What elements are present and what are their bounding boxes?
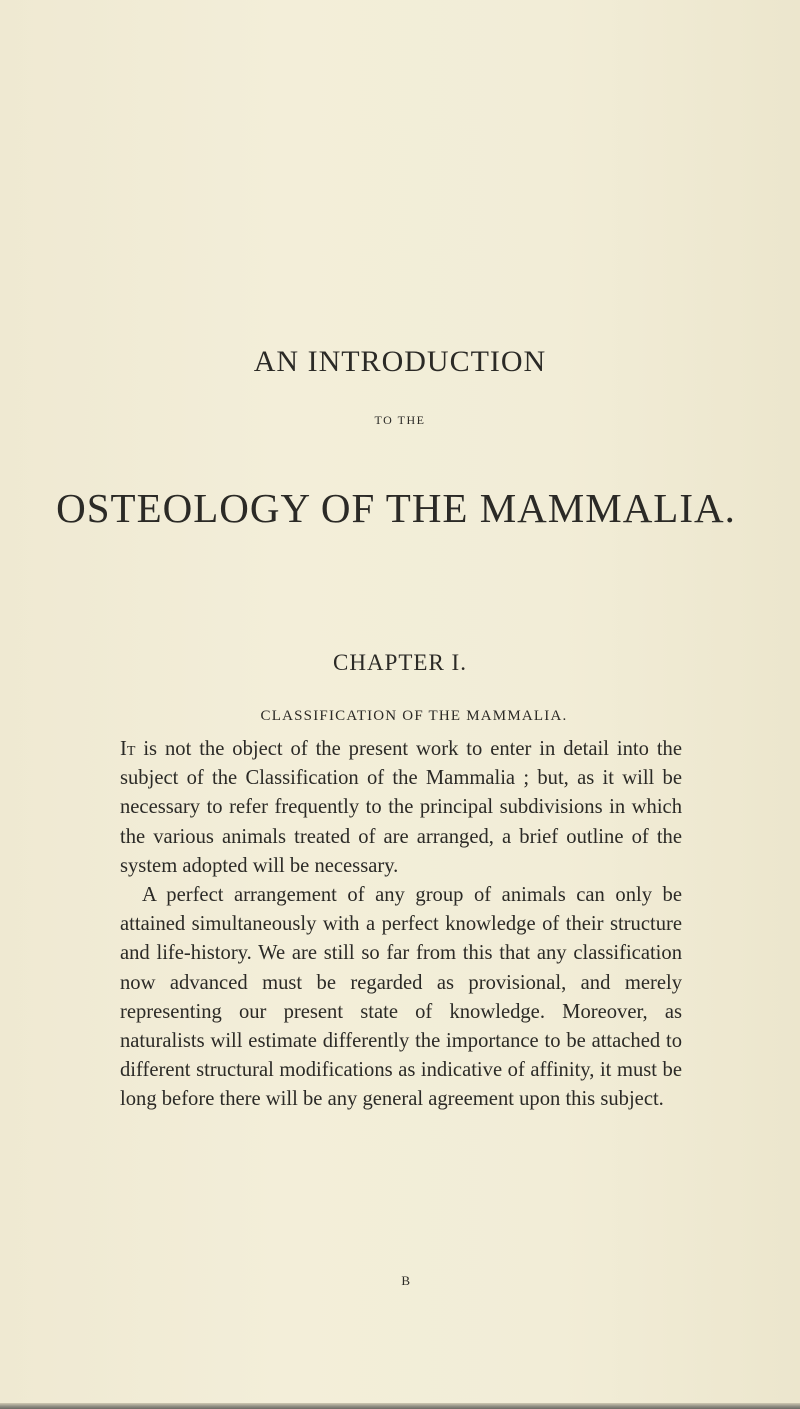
page-bottom-edge <box>0 1403 800 1409</box>
title-connector: TO THE <box>374 413 426 427</box>
section-title: CLASSIFICATION OF THE MAMMALIA. <box>260 708 568 724</box>
paragraph-1-lead-word: It <box>120 738 136 760</box>
chapter-heading: CHAPTER I. <box>333 650 467 675</box>
body-text <box>120 735 682 1115</box>
paragraph-1-text: is not the object of the present work to enter in detail into the subject of the Classification of the Mammalia ; but, as it will be necessary to refer frequently to the principal subdivisions in which the various animals treated of are arranged, a brief outline of the system adopted will be necessary. <box>120 738 682 877</box>
paragraph-1 <box>120 735 682 881</box>
signature-mark: B <box>401 1273 411 1288</box>
subject-title: OSTEOLOGY OF THE MAMMALIA. <box>56 485 736 531</box>
paragraph-2: A perfect arrangement of any group of animals can only be attained simultaneously with a perfect knowledge of their structure and life-history. We are still so far from this that any classification now advanced must be regarded as provisional, and merely representing our present state of knowledge. Moreover, as naturalists will estimate differently the importance to be attached to different structural modifications as indicative of affinity, it must be long before there will be any general agreement upon this subject. <box>120 884 682 1111</box>
main-title: AN INTRODUCTION <box>253 345 547 378</box>
